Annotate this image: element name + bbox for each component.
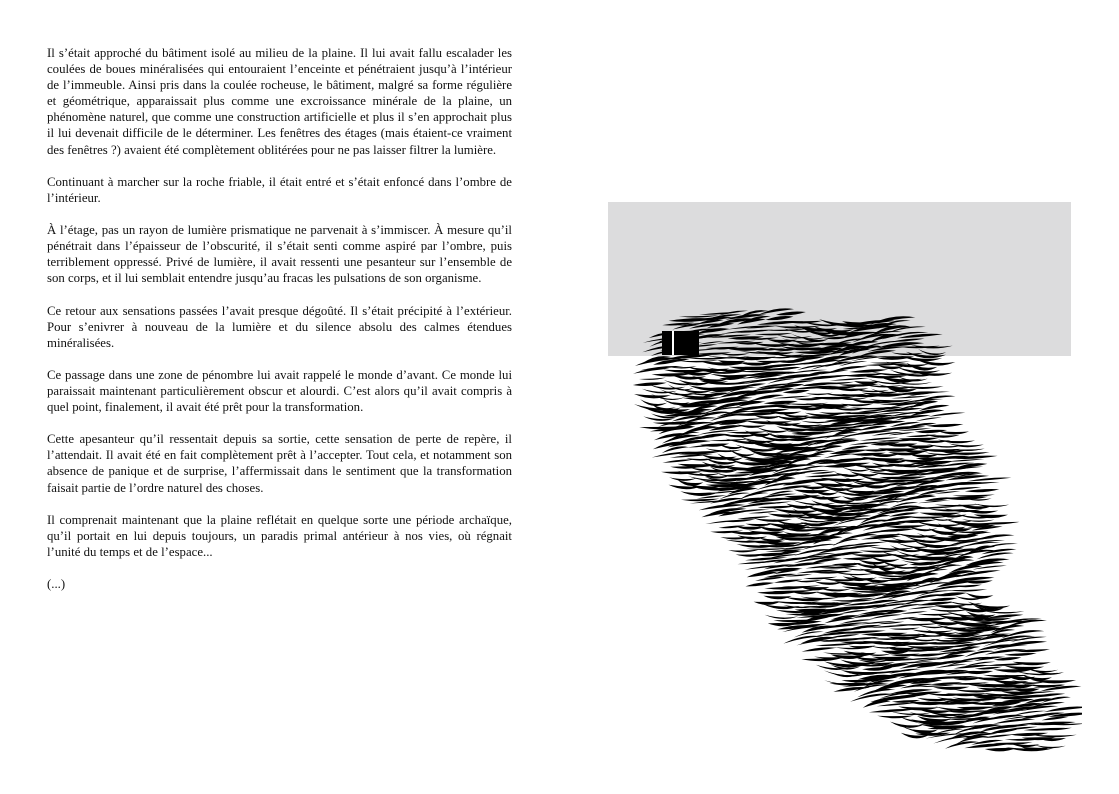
flow-stroke [1013, 689, 1039, 692]
flow-stroke [728, 550, 758, 553]
flow-stroke [918, 602, 955, 606]
flow-stroke [737, 516, 770, 519]
flow-stroke [842, 467, 871, 471]
illustration-canvas [592, 196, 1082, 756]
flow-stroke [815, 632, 859, 637]
flow-stroke [755, 577, 785, 581]
flow-stroke [926, 435, 960, 438]
flow-stroke [983, 735, 1014, 738]
flow-stroke [945, 459, 984, 462]
flow-stroke [891, 396, 930, 399]
flow-stroke [975, 667, 1003, 670]
flow-stroke [797, 365, 825, 370]
flow-stroke [1038, 738, 1066, 741]
flow-stroke [851, 554, 897, 557]
flow-stroke [1032, 735, 1077, 738]
flow-stroke [967, 478, 1012, 482]
flow-stroke [754, 518, 792, 522]
flow-stroke [901, 611, 928, 614]
flow-stroke [803, 577, 837, 580]
flow-stroke [928, 413, 965, 417]
flow-stroke [748, 511, 779, 513]
flow-stroke [886, 525, 927, 528]
flow-stroke [948, 589, 987, 591]
flow-stroke [802, 647, 837, 651]
flow-stroke [834, 581, 874, 586]
paragraph: À l’étage, pas un rayon de lumière prismatique ne parvenait à s’immiscer. À mesure qu’il pénétrait dans l’épaisseur de l’obscurité, il s’était senti comme aspiré par l’ombre, puis terriblement oppressé. Privé de lumière, il avait ressenti une pesanteur sur l’ensemble de son corps, et il lui semblait entendre jusqu’au fracas les pulsations de son organisme. [47, 223, 512, 286]
flow-stroke [926, 424, 964, 427]
flow-stroke [633, 382, 667, 386]
flow-stroke [975, 678, 1013, 681]
flow-stroke [956, 632, 985, 635]
paragraph: (...) [47, 577, 66, 592]
flow-stroke [977, 552, 1014, 559]
flow-stroke [991, 729, 1017, 733]
flow-stroke [746, 582, 775, 586]
flow-stroke [650, 385, 685, 390]
flow-stroke [662, 459, 693, 462]
flow-stroke [863, 700, 891, 708]
flow-stroke [877, 703, 916, 706]
flow-stroke [777, 360, 806, 363]
flow-stroke [1004, 653, 1036, 656]
flow-stroke [869, 454, 900, 457]
cube-edge [672, 331, 674, 355]
flow-stroke [938, 431, 969, 434]
flow-stroke [669, 477, 697, 481]
flow-stroke [935, 592, 967, 596]
paragraph: Il comprenait maintenant que la plaine reflétait en quelque sorte une période archaïque, qu’il portait en lui depuis toujours, un paradis primal antérieur à nos vies, où régnait l’unité du temps et de l’espace... [47, 512, 512, 559]
flow-stroke [889, 628, 920, 630]
flow-stroke [917, 613, 955, 615]
flow-stroke [773, 509, 819, 514]
flow-stroke [928, 598, 958, 601]
flow-stroke [829, 378, 870, 381]
flow-stroke [831, 634, 859, 637]
paragraph: Ce passage dans une zone de pénombre lui avait rappelé le monde d’avant. Ce monde lui paraissait maintenant particulièrement obscur et alourdi. C’est alors qu’il avait compris à quel point, finalement, il avait été prêt pour la transformation. [47, 367, 512, 415]
paragraph: Cette apesanteur qu’il ressentait depuis sa sortie, cette sensation de perte de repère, il l’attendait. Il avait été en fait complètement prêt à l’accepter. Tout cela, et notamment son absence de panique et de surprise, l’affermissait dans le sentiment que la transformation faisait partie de l’ordre naturel des choses. [47, 432, 512, 495]
paragraph: Il s’était approché du bâtiment isolé au milieu de la plaine. Il lui avait fallu escalader les coulées de boues minéralisées qui entouraient l’enceinte et pénétraient jusqu’à l’intérieur de l’immeuble. Ainsi pris dans la coulée rocheuse, le bâtiment, malgré sa forme régulière et géométrique, apparaissait plus comme une excroissance minérale de la plaine, un phénomène naturel, que comme une construction artificielle et plus il s’en approchait plus il lui devenait difficile de le déterminer. Les fenêtres des étages (mais étaient-ce vraiment des fenêtres ?) avaient été complètement oblitérées pour ne pas laisser filtrer la lumière. [47, 46, 512, 157]
flow-stroke [748, 409, 790, 413]
flow-stroke [1044, 706, 1083, 712]
flow-stroke [993, 669, 1033, 672]
paragraph: Continuant à marcher sur la roche friable, il était entré et s’était enfoncé dans l’ombre de l’intérieur. [47, 174, 512, 205]
illustration [592, 196, 1082, 756]
flow-stroke [842, 557, 876, 560]
flow-stroke [803, 605, 841, 608]
flow-stroke [908, 606, 939, 609]
flow-stroke [640, 399, 667, 406]
flow-stroke [822, 464, 861, 467]
text-column [47, 45, 512, 608]
flow-stroke [908, 618, 947, 621]
flow-stroke [810, 471, 836, 474]
flow-stroke [816, 643, 859, 646]
mineral-flow [633, 308, 1082, 751]
flow-stroke [661, 471, 703, 474]
flow-stroke [765, 615, 799, 619]
flow-stroke [801, 658, 841, 661]
flow-stroke [823, 453, 855, 458]
cube-face [662, 331, 699, 355]
flow-stroke [965, 489, 1000, 492]
flow-stroke [877, 716, 914, 719]
flow-stroke [933, 655, 965, 660]
flow-stroke [754, 602, 781, 605]
flow-stroke [1034, 745, 1066, 749]
flow-stroke [906, 445, 936, 448]
flow-stroke [910, 454, 939, 457]
flow-stroke [964, 744, 1008, 748]
flow-stroke [945, 487, 981, 490]
flow-stroke [758, 506, 799, 509]
flow-stroke [889, 512, 920, 516]
flow-stroke [975, 522, 1020, 525]
flow-stroke [849, 369, 888, 372]
black-cube [662, 331, 699, 355]
flow-stroke [859, 550, 900, 553]
flow-stroke [933, 687, 969, 690]
flow-stroke [915, 417, 942, 421]
flow-stroke [639, 378, 666, 380]
flow-stroke [842, 446, 869, 450]
flow-stroke [633, 368, 670, 374]
flow-stroke [891, 712, 931, 715]
flow-stroke [737, 425, 766, 428]
paragraph: Ce retour aux sensations passées l’avait presque dégoûté. Il s’était précipité à l’extérieur. Pour s’enivrer à nouveau de la lumière et du silence absolu des calmes étendues minéralisées. [47, 303, 512, 350]
flow-stroke [783, 390, 810, 393]
flow-stroke [1042, 717, 1069, 721]
flow-stroke [966, 593, 994, 599]
